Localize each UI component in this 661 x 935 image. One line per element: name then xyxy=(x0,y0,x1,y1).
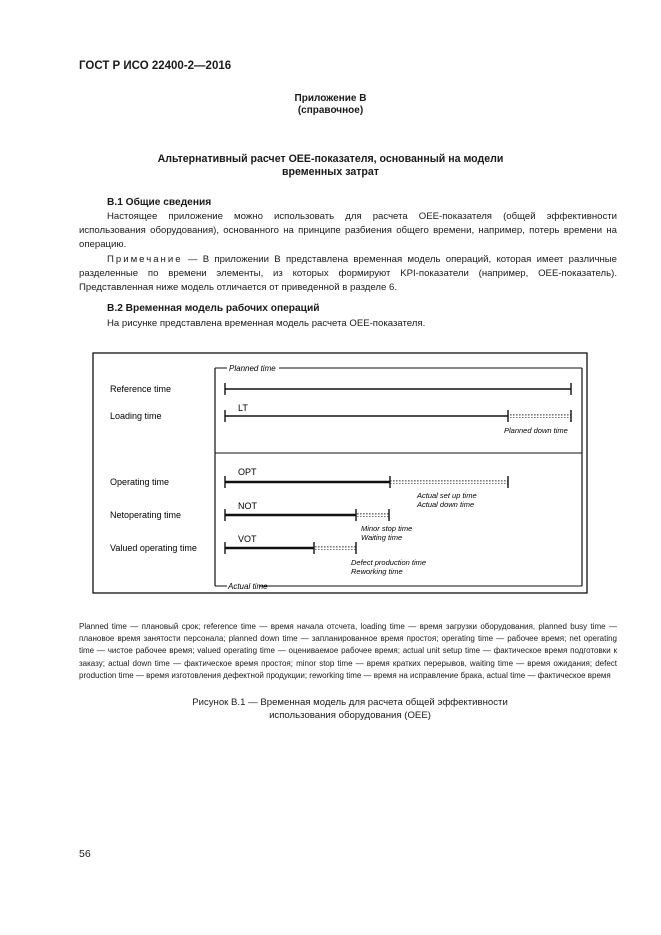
document-header: ГОСТ Р ИСО 22400-2—2016 xyxy=(79,60,232,72)
figure-caption-line1: Рисунок В.1 — Временная модель для расчета общей эффективности xyxy=(192,697,508,708)
opt-label: OPT xyxy=(238,467,257,477)
figure-legend: Planned time — плановый срок; reference time — время начала отсчета, loading time — время загрузки оборудования, planned busy time — плановое время занятости персонала; planned down time — запланированное время простоя; operating time — рабочее время; net operating time — чистое рабочее время; valued operating time — оцениваемое рабочее время; actual unit setup time — фактическое время подготовки к заказу; actual down time — фактическое время простоя; minor stop time — время кратких перерывов, waiting time — время ожидания; defect production time — время изготовления дефектной продукции; reworking time — время на исправление брака, actual time — фактическое время xyxy=(79,622,617,680)
minor-stop-time-label: Minor stop time xyxy=(361,524,413,533)
appendix-heading-line2: временных затрат xyxy=(282,166,379,178)
defect-rework-bar xyxy=(314,546,356,550)
loading-time-label: Loading time xyxy=(110,411,162,421)
operating-time-label: Operating time xyxy=(110,477,170,487)
note-label: Примечание xyxy=(107,254,183,265)
appendix-title: Приложение В xyxy=(294,93,367,104)
section2-paragraph: На рисунке представлена временная модель расчета ОЕЕ-показателя. xyxy=(107,318,426,329)
page-number: 56 xyxy=(79,848,91,860)
section2-title: В.2 Временная модель рабочих операций xyxy=(107,303,320,314)
waiting-time-label: Waiting time xyxy=(361,533,403,542)
note-text: — В приложении В представлена временная модель операций, которая имеет различные разделенные по времени элементы, из которых формируют KPI-показатели (например, ОЕЕ-показатель). Представленная ниже модель отличается от приведенной в разделе 6. xyxy=(79,254,617,294)
valued-operating-time-label: Valued operating time xyxy=(110,543,197,553)
appendix-subtitle: (справочное) xyxy=(297,105,364,116)
minor-stop-waiting-bar xyxy=(356,513,389,517)
figure-caption-line2: использования оборудования (ОЕЕ) xyxy=(269,710,431,721)
reference-time-label: Reference time xyxy=(110,384,172,394)
appendix-heading-line1: Альтернативный расчет ОЕЕ-показателя, основанный на модели xyxy=(157,153,504,165)
netoperating-time-label: Netoperating time xyxy=(110,510,182,520)
actual-down-time-label: Actual down time xyxy=(417,500,475,509)
planned-down-time-label: Planned down time xyxy=(504,426,568,435)
set-up-down-time-bar xyxy=(390,480,508,484)
reworking-time-label: Reworking time xyxy=(351,567,403,576)
vot-label: VOT xyxy=(238,534,257,544)
actual-time-label: Actual time xyxy=(228,582,268,591)
actual-set-up-time-label: Actual set up time xyxy=(417,491,477,500)
section1-title: В.1 Общие сведения xyxy=(107,197,212,208)
lt-label: LT xyxy=(238,403,248,413)
planned-down-time-bar xyxy=(508,414,571,418)
not-label: NOT xyxy=(238,501,257,511)
defect-production-time-label: Defect production time xyxy=(351,558,427,567)
section1-paragraph: Настоящее приложение можно использовать для расчета ОЕЕ-показателя (общей эффективности использования оборудования), основанного на принципе разбиения общего времени, например, потерь времени на операцию. xyxy=(79,211,617,251)
planned-time-label: Planned time xyxy=(229,364,276,373)
